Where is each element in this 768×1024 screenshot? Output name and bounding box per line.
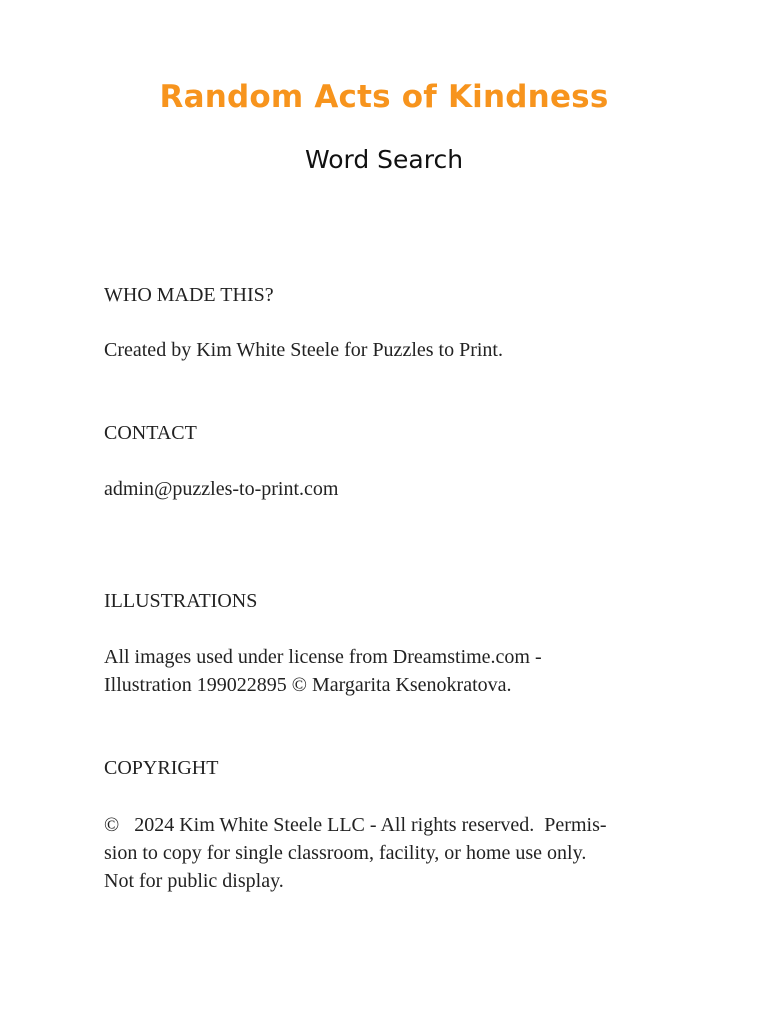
section-heading-contact: CONTACT	[104, 422, 197, 444]
section-heading-copyright: COPYRIGHT	[104, 757, 219, 779]
illustrations-text-line-1: All images used under license from Dreamstime.com -	[104, 646, 542, 668]
copyright-text-line-2: sion to copy for single classroom, facility, or home use only.	[104, 842, 587, 864]
contact-email-link[interactable]: admin@puzzles-to-print.com	[104, 478, 339, 500]
copyright-text-line-1: © 2024 Kim White Steele LLC - All rights reserved. Permis-	[104, 814, 607, 836]
illustrations-text-line-2: Illustration 199022895 © Margarita Ksenokratova.	[104, 674, 512, 696]
page-subtitle: Word Search	[304, 145, 464, 174]
section-heading-who-made-this: WHO MADE THIS?	[104, 284, 274, 306]
credits-text: Created by Kim White Steele for Puzzles to Print.	[104, 339, 503, 361]
copyright-text-line-3: Not for public display.	[104, 870, 284, 892]
section-heading-illustrations: ILLUSTRATIONS	[104, 590, 258, 612]
page-title: Random Acts of Kindness	[159, 79, 609, 115]
